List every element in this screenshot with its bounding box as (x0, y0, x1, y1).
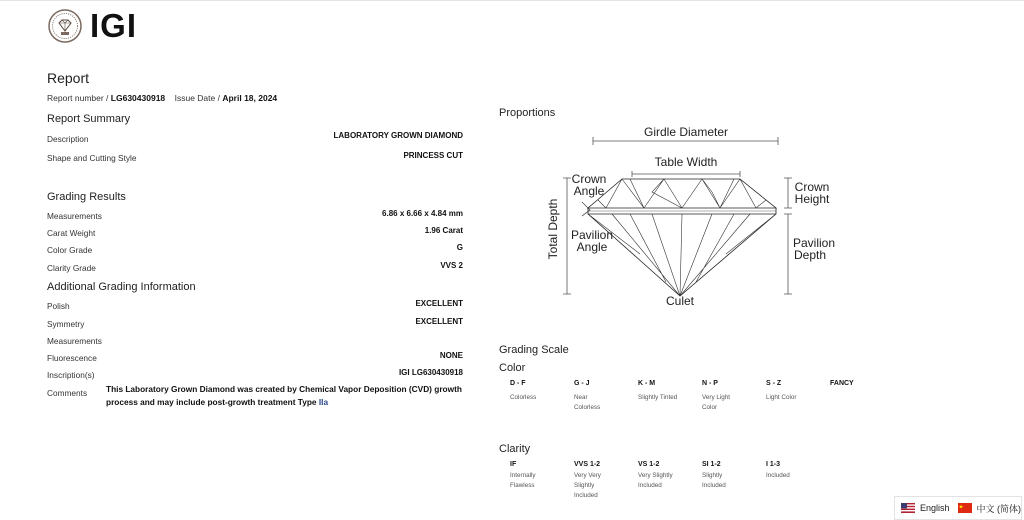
description-value: LABORATORY GROWN DIAMOND (333, 131, 463, 140)
issue-date: April 18, 2024 (222, 93, 278, 103)
clarity-scale-code: VS 1-2 (638, 461, 660, 468)
clarity-scale-desc: Slightly Included (702, 472, 726, 489)
color-scale-code: FANCY (830, 380, 854, 387)
crown-angle-label-1: Crown (571, 172, 607, 186)
color-scale-desc: Very Light Color (702, 394, 731, 411)
clarity-scale-code: VVS 1-2 (574, 461, 601, 468)
language-chinese[interactable]: 中文 (简体) (976, 503, 1022, 514)
color-scale-title: Color (499, 362, 526, 374)
igi-logo[interactable] (48, 8, 137, 44)
color-grade-label: Color Grade (47, 245, 93, 255)
color-scale-desc: Slightly Tinted (638, 394, 678, 401)
clarity-scale-title: Clarity (499, 443, 531, 455)
color-scale-code: N - P (702, 380, 718, 387)
comments-text (106, 383, 466, 409)
inscription-label: Inscription(s) (47, 370, 95, 380)
report-number: LG630430918 (110, 93, 166, 103)
language-switcher (894, 496, 1022, 520)
pavilion-angle-label-1: Pavilion (570, 228, 614, 242)
color-scale-code: K - M (638, 380, 656, 387)
polish-label: Polish (47, 301, 70, 311)
pavilion-depth-label-1: Pavilion (792, 236, 836, 250)
inscription-value: IGI LG630430918 (398, 368, 463, 377)
igi-seal-icon (48, 9, 82, 43)
girdle-diameter-label: Girdle Diameter (643, 125, 729, 139)
grading-title: Grading Results (47, 191, 126, 203)
color-scale-desc: Near Colorless (574, 394, 601, 411)
additional-title: Additional Grading Information (47, 281, 196, 293)
issue-date-label: Issue Date / (174, 93, 220, 103)
brand-name: IGI (90, 7, 138, 44)
clarity-scale-desc: Very Very Slightly Included (574, 472, 601, 499)
measurements-value: 6.86 x 6.66 x 4.84 mm (382, 209, 463, 218)
description-label: Description (47, 134, 89, 144)
polish-value: EXCELLENT (415, 299, 463, 308)
carat-label: Carat Weight (47, 228, 96, 238)
clarity-grade-value: VVS 2 (440, 261, 463, 270)
add-measurements-label: Measurements (47, 336, 102, 346)
clarity-scale-desc: Internally Flawless (510, 472, 536, 489)
clarity-grade-label: Clarity Grade (47, 263, 96, 273)
grading-scale-title: Grading Scale (499, 344, 569, 356)
crown-angle-label-2: Angle (573, 184, 605, 198)
color-scale-code: G - J (574, 380, 590, 387)
carat-value: 1.96 Carat (424, 226, 463, 235)
clarity-scale-desc: Included (766, 472, 790, 479)
total-depth-label: Total Depth (546, 198, 560, 260)
report-meta (47, 93, 277, 103)
color-scale-code: D - F (510, 380, 526, 387)
color-scale-desc: Light Color (766, 394, 797, 401)
comments-type-link[interactable]: IIa (318, 397, 329, 407)
fluorescence-label: Fluorescence (47, 353, 97, 363)
cn-flag-icon (958, 503, 972, 513)
measurements-label: Measurements (47, 211, 102, 221)
clarity-scale-desc: Very Slightly Included (638, 472, 673, 489)
shape-label: Shape and Cutting Style (47, 153, 137, 163)
crown-height-label-1: Crown (794, 180, 830, 194)
proportions-title: Proportions (499, 107, 556, 119)
color-grade-value: G (456, 243, 463, 252)
pavilion-angle-label-2: Angle (576, 240, 608, 254)
color-scale-code: S - Z (766, 380, 782, 387)
crown-height-label-2: Height (794, 192, 830, 206)
diamond-proportions-diagram (540, 122, 840, 312)
clarity-scale-code: I 1-3 (766, 461, 781, 468)
top-divider (0, 0, 1024, 1)
table-width-label: Table Width (654, 155, 718, 169)
report-heading: Report (47, 70, 90, 86)
fluorescence-value: NONE (439, 351, 463, 360)
shape-value: PRINCESS CUT (403, 151, 463, 160)
summary-title: Report Summary (47, 113, 131, 125)
comments-label: Comments (47, 388, 88, 398)
report-number-label: Report number / (47, 93, 109, 103)
comments-body: This Laboratory Grown Diamond was created by Chemical Vapor Deposition (CVD) growth process and may include post-growth treatment Type (106, 384, 462, 407)
us-flag-icon (901, 503, 915, 513)
symmetry-value: EXCELLENT (415, 317, 463, 326)
color-scale-desc: Colorless (510, 394, 537, 401)
clarity-scale-code: SI 1-2 (702, 461, 721, 468)
symmetry-label: Symmetry (47, 319, 85, 329)
culet-label: Culet (665, 294, 695, 308)
pavilion-depth-label-2: Depth (793, 248, 827, 262)
language-english[interactable]: English (920, 503, 950, 513)
clarity-scale-code: IF (510, 461, 517, 468)
